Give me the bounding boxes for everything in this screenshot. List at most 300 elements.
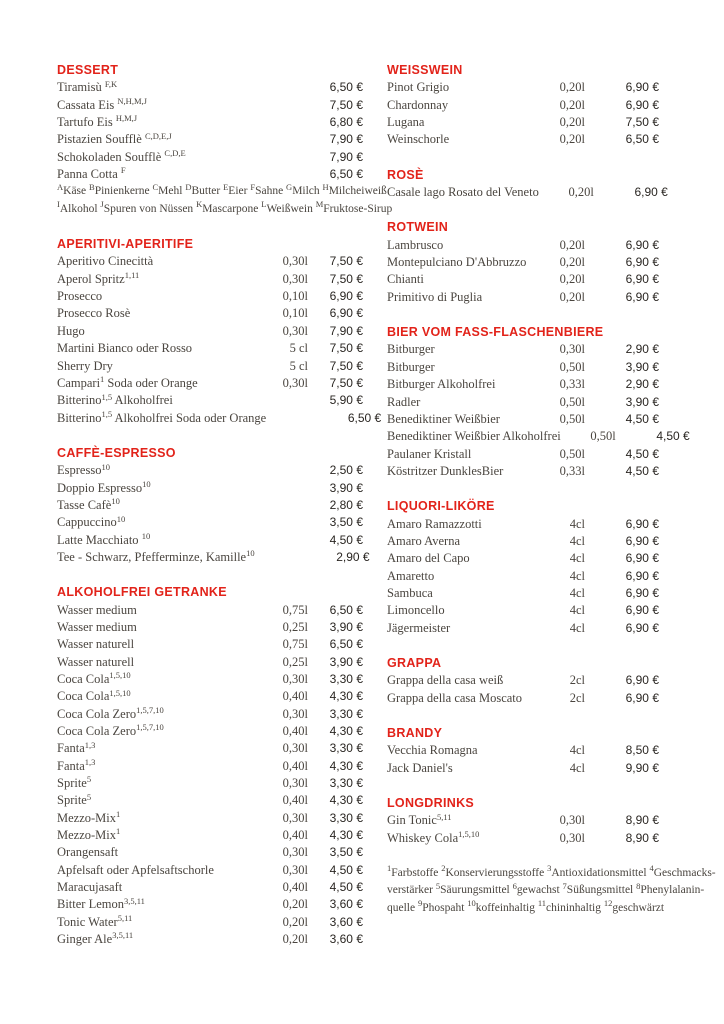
item-name: Aperol Spritz$^{1,11}$	[57, 270, 140, 286]
menu-item-row	[57, 392, 363, 409]
item-price: 8,90 €	[625, 830, 659, 845]
item-name: Amaretto	[387, 568, 435, 583]
menu-item-row	[57, 792, 363, 809]
menu-item-row	[387, 812, 659, 829]
allergen-footnote-line: $^I$Alkohol $^J$Spuren von Nüssen $^K$Mascarpone $^L$Weißwein $^M$Fruktose-Sirup	[57, 199, 393, 215]
item-name: Fanta$^{1,3}$	[57, 757, 96, 773]
menu-item-row	[57, 740, 363, 757]
item-name: Bitburger	[387, 342, 435, 357]
item-name: Lambrusco	[387, 237, 444, 252]
footnote-marker: 1,3	[84, 757, 96, 768]
menu-item-row	[57, 131, 363, 148]
item-volume: 0,50l	[559, 394, 585, 409]
item-name: Tee - Schwarz, Pfefferminze, Kamille$^{10}$	[57, 548, 255, 564]
item-price: 6,90 €	[625, 585, 659, 600]
menu-item-row	[387, 97, 659, 114]
footnote-marker: D	[185, 181, 192, 192]
menu-item-row	[387, 585, 659, 602]
footnote-marker: 1,5	[101, 408, 113, 419]
item-name: Fanta$^{1,3}$	[57, 739, 96, 756]
item-volume: 0,30l	[282, 271, 308, 286]
item-price: 6,90 €	[625, 97, 659, 112]
menu-item-row	[57, 305, 363, 322]
item-name: Wasser naturell	[57, 637, 135, 652]
item-price: 4,30 €	[329, 828, 363, 843]
item-price: 6,90 €	[625, 255, 659, 270]
item-volume: 4cl	[569, 603, 585, 618]
section-heading: WEISSWEIN	[387, 63, 463, 77]
menu-item-row	[387, 411, 659, 428]
menu-section-weisswein	[387, 62, 659, 149]
item-name: Bitterino$^{1,5}$ Alkoholfrei	[57, 391, 173, 408]
menu-item-row	[57, 548, 370, 566]
section-heading: ROSÈ	[387, 167, 424, 182]
item-volume: 4cl	[569, 743, 585, 758]
item-volume: 4cl	[569, 516, 585, 531]
footnote-marker: 1	[387, 863, 392, 874]
footnote-marker: F	[120, 165, 126, 176]
item-name: Coca Cola$^{1,5,10}$	[57, 687, 131, 704]
item-name: Coca Cola$^{1,5,10}$	[57, 670, 131, 686]
footnote-marker: 1	[116, 826, 121, 837]
item-name: Weinschorle	[387, 132, 450, 147]
item-price: 4,30 €	[329, 689, 363, 704]
item-volume: 0,30l	[282, 323, 308, 338]
item-price: 6,90 €	[625, 533, 659, 548]
item-price: 3,30 €	[329, 741, 363, 756]
footnote-marker: 10	[467, 898, 476, 909]
item-name: Amaro Ramazzotti	[387, 516, 482, 531]
menu-item-row	[57, 97, 363, 114]
menu-item-row	[387, 254, 659, 271]
item-price: 7,50 €	[329, 254, 363, 269]
menu-section-ros	[387, 167, 668, 202]
menu-item-row	[387, 602, 659, 619]
item-name: Tonic Water$^{5,11}$	[57, 913, 133, 929]
footnote-marker: 10	[246, 548, 255, 559]
menu-item-row	[387, 446, 659, 463]
menu-section-aperitivi-aperitife	[57, 236, 382, 427]
item-price: 9,90 €	[625, 760, 659, 775]
menu-item-row	[387, 830, 659, 847]
item-name: Benediktiner Weißbier Alkoholfrei	[387, 429, 561, 444]
item-volume: 0,40l	[282, 724, 308, 739]
footnote-marker: 7	[562, 880, 567, 891]
item-volume: 2cl	[569, 690, 585, 705]
item-price: 7,90 €	[329, 323, 363, 338]
menu-item-row	[57, 758, 363, 775]
item-volume: 0,50l	[590, 429, 616, 444]
item-volume: 0,30l	[559, 342, 585, 357]
menu-item-row	[387, 516, 659, 533]
item-price: 6,50 €	[329, 167, 363, 182]
item-name: Bitburger Alkoholfrei	[387, 377, 496, 392]
footnote-marker: 9	[417, 898, 423, 909]
footnote-marker: A	[57, 181, 64, 192]
item-name: Apfelsaft oder Apfelsaftschorle	[57, 862, 214, 877]
item-name: Bitter Lemon$^{3,5,11}$	[57, 895, 145, 912]
additives-footnote-line: verstärker $^5$Säurungsmittel $^6$gewachst $^7$Süßungsmittel $^8$Phenylalanin-	[387, 880, 705, 897]
menu-item-row	[57, 862, 363, 879]
item-price: 4,50 €	[329, 862, 363, 877]
footnote-marker: 5,11	[436, 811, 452, 822]
menu-section-grappa	[387, 655, 659, 707]
item-name: Sprite$^5$	[57, 774, 92, 791]
item-name: Amaro del Capo	[387, 551, 470, 566]
item-volume: 0,40l	[282, 758, 308, 773]
menu-item-row	[57, 931, 363, 948]
footnote-marker: E	[223, 181, 229, 192]
footnote-marker: 5	[86, 774, 92, 785]
item-name: Maracujasaft	[57, 880, 123, 895]
section-heading: ROTWEIN	[387, 220, 449, 235]
item-name: Paulaner Kristall	[387, 446, 472, 461]
item-name: Tiramisù $^{F,K}$	[57, 78, 118, 95]
item-name: Sherry Dry	[57, 358, 113, 373]
item-name: Pistazien Soufflè $^{C,D,E,J}$	[57, 130, 172, 147]
footnote-marker: C,D,E,J	[144, 130, 172, 141]
item-name: Wasser medium	[57, 619, 137, 634]
item-price: 3,50 €	[329, 845, 363, 860]
item-volume: 5 cl	[289, 358, 308, 373]
item-price: 6,50 €	[625, 132, 659, 147]
item-volume: 0,20l	[282, 932, 308, 947]
menu-item-row	[57, 340, 363, 357]
footnote-marker: 11	[537, 898, 547, 909]
item-price: 3,90 €	[329, 654, 363, 669]
item-name: Prosecco	[57, 289, 103, 304]
item-volume: 0,50l	[559, 359, 585, 374]
footnote-marker: 1,5,10	[109, 670, 131, 681]
menu-item-row	[57, 619, 363, 636]
footnote-marker: L	[261, 199, 267, 210]
menu-item-row	[57, 358, 363, 375]
menu-section-caff-espresso	[57, 445, 370, 566]
item-price: 6,90 €	[329, 306, 363, 321]
menu-item-row	[57, 480, 363, 497]
item-volume: 0,20l	[282, 897, 308, 912]
item-price: 3,60 €	[329, 932, 363, 947]
menu-section-rotwein	[387, 219, 659, 306]
footnote-marker: J	[100, 199, 104, 210]
menu-item-row	[387, 289, 659, 306]
item-name: Aperitivo Cinecittà	[57, 254, 154, 269]
footnote-marker: 3	[547, 863, 552, 874]
menu-item-row	[57, 879, 363, 896]
footnote-marker: 1,5	[101, 391, 113, 402]
menu-item-row	[57, 514, 363, 531]
item-name: Bitterino$^{1,5}$ Alkoholfrei Soda oder Orange	[57, 408, 267, 425]
item-name: Amaro Averna	[387, 533, 461, 548]
item-price: 7,50 €	[625, 115, 659, 130]
item-price: 4,50 €	[329, 880, 363, 895]
menu-item-row	[57, 602, 363, 619]
item-name: Limoncello	[387, 603, 445, 618]
menu-item-row	[387, 428, 690, 445]
item-volume: 0,30l	[559, 830, 585, 845]
footnote-marker: 1,5,7,10	[136, 722, 164, 733]
item-name: Pinot Grigio	[387, 80, 450, 95]
footnote-marker: F	[250, 181, 256, 192]
item-volume: 0,20l	[282, 914, 308, 929]
item-name: Orangensaft	[57, 845, 119, 860]
footnote-marker: C,D,E	[164, 148, 186, 159]
item-price: 6,50 €	[329, 602, 363, 617]
item-volume: 0,30l	[282, 810, 308, 825]
footnote-marker: 1,5,10	[458, 829, 480, 840]
item-price: 6,50 €	[329, 80, 363, 95]
menu-item-row	[57, 323, 363, 340]
item-volume: 0,30l	[282, 672, 308, 686]
item-name: Campari$^1$ Soda oder Orange	[57, 374, 198, 390]
item-price: 6,90 €	[625, 673, 659, 688]
menu-item-row	[57, 706, 363, 723]
item-name: Wasser medium	[57, 602, 137, 617]
footnote-marker: H,M,J	[115, 113, 138, 124]
item-name: Jägermeister	[387, 620, 451, 635]
section-heading: BIER VOM FASS-FLASCHENBIERE	[387, 325, 604, 340]
menu-item-row	[387, 114, 659, 131]
menu-item-row	[387, 237, 659, 254]
item-name: Martini Bianco oder Rosso	[57, 341, 193, 356]
section-heading: LONGDRINKS	[387, 796, 475, 811]
item-name: Grappa della casa weiß	[387, 673, 504, 688]
menu-item-row	[57, 271, 363, 288]
item-volume: 0,30l	[282, 741, 308, 756]
item-price: 4,50 €	[656, 429, 690, 444]
footnote-marker: 4	[649, 863, 654, 874]
item-name: Chianti	[387, 272, 424, 287]
item-name: Cassata Eis $^{N,H,M,J}$	[57, 96, 147, 112]
item-name: Mezzo-Mix$^1$	[57, 826, 121, 843]
footnote-marker: K	[196, 199, 203, 210]
item-price: 6,90 €	[625, 289, 659, 304]
item-volume: 2cl	[569, 673, 585, 688]
item-volume: 0,20l	[559, 115, 585, 130]
item-volume: 5 cl	[289, 341, 308, 356]
item-volume: 0,30l	[282, 845, 308, 860]
item-price: 2,90 €	[336, 549, 370, 564]
section-heading: GRAPPA	[387, 655, 442, 670]
item-volume: 0,40l	[282, 828, 308, 843]
footnote-marker: F,K	[104, 78, 118, 89]
item-volume: 0,33l	[559, 377, 585, 392]
item-price: 3,30 €	[329, 776, 363, 791]
item-name: Tartufo Eis $^{H,M,J}$	[57, 113, 138, 130]
item-price: 2,80 €	[329, 497, 363, 512]
item-volume: 0,10l	[282, 289, 308, 304]
item-price: 6,90 €	[625, 272, 659, 287]
menu-item-row	[57, 253, 363, 270]
item-volume: 0,33l	[559, 463, 585, 478]
menu-item-row	[387, 79, 659, 96]
item-price: 3,50 €	[329, 515, 363, 530]
item-name: Schokoladen Soufflè $^{C,D,E}$	[57, 148, 186, 164]
additives-footnote-block	[387, 863, 716, 917]
item-volume: 4cl	[569, 620, 585, 635]
section-heading: CAFFÈ-ESPRESSO	[57, 445, 176, 460]
item-price: 3,90 €	[329, 619, 363, 634]
item-price: 4,50 €	[329, 532, 363, 547]
item-name: Primitivo di Puglia	[387, 289, 483, 304]
footnote-marker: 12	[603, 898, 613, 909]
menu-item-row	[387, 341, 659, 358]
footnote-marker: M	[315, 199, 324, 210]
footnote-marker: 10	[101, 461, 110, 472]
menu-item-row	[387, 620, 659, 637]
item-price: 4,50 €	[625, 446, 659, 461]
footnote-marker: 3,5,11	[112, 930, 134, 941]
item-volume: 0,25l	[282, 619, 308, 634]
item-volume: 0,20l	[568, 185, 594, 200]
item-price: 3,90 €	[625, 394, 659, 409]
menu-item-row	[387, 376, 659, 393]
item-volume: 0,20l	[559, 237, 585, 252]
item-price: 3,90 €	[329, 480, 363, 495]
item-price: 6,90 €	[625, 568, 659, 583]
item-name: Grappa della casa Moscato	[387, 690, 523, 705]
menu-item-row	[57, 375, 363, 392]
menu-item-row	[57, 79, 363, 96]
item-name: Panna Cotta $^F$	[57, 165, 126, 182]
item-volume: 0,30l	[282, 375, 308, 390]
allergen-footnote-line: $^A$Käse $^B$Pinienkerne $^C$Mehl $^D$Butter $^E$Eier $^F$Sahne $^G$Milch $^H$Milcheiweiß	[57, 181, 387, 198]
item-volume: 0,50l	[559, 446, 585, 461]
item-volume: 4cl	[569, 568, 585, 583]
item-price: 4,30 €	[329, 758, 363, 773]
menu-item-row	[57, 723, 363, 740]
footnote-marker: 6	[512, 880, 517, 891]
item-price: 8,50 €	[625, 743, 659, 758]
item-price: 7,90 €	[329, 132, 363, 147]
menu-item-row	[57, 844, 363, 861]
section-heading: BRANDY	[387, 726, 443, 740]
section-heading: ALKOHOLFREI GETRANKE	[57, 585, 227, 600]
menu-section-dessert	[57, 62, 393, 218]
menu-item-row	[57, 671, 363, 688]
item-volume: 0,40l	[282, 793, 308, 808]
item-price: 8,90 €	[625, 813, 659, 828]
item-price: 4,30 €	[329, 724, 363, 739]
menu-item-row	[387, 672, 659, 689]
item-name: Benediktiner Weißbier	[387, 411, 500, 426]
item-name: Whiskey Cola$^{1,5,10}$	[387, 829, 480, 845]
footnote-marker: C	[152, 181, 159, 192]
item-price: 3,30 €	[329, 810, 363, 825]
item-price: 2,50 €	[329, 463, 363, 478]
item-volume: 4cl	[569, 551, 585, 566]
item-name: Prosecco Rosè	[57, 306, 131, 321]
item-volume: 0,30l	[282, 706, 308, 721]
menu-item-row	[57, 827, 363, 844]
item-name: Bitburger	[387, 359, 435, 374]
item-price: 7,50 €	[329, 97, 363, 112]
footnote-marker: G	[286, 181, 293, 192]
menu-item-row	[57, 654, 363, 671]
footnote-marker: 1	[116, 809, 121, 820]
item-volume: 0,20l	[559, 255, 585, 270]
item-volume: 0,20l	[559, 80, 585, 95]
item-name: Ginger Ale$^{3,5,11}$	[57, 930, 134, 947]
footnote-marker: N,H,M,J	[117, 96, 147, 107]
footnote-marker: 1,3	[84, 739, 96, 750]
item-price: 3,30 €	[329, 706, 363, 721]
section-heading: DESSERT	[57, 63, 119, 77]
footnote-marker: 1,11	[124, 270, 140, 281]
item-price: 3,90 €	[625, 359, 659, 374]
item-price: 2,90 €	[625, 377, 659, 392]
menu-section-liquori-lik-re	[387, 498, 659, 637]
item-volume: 4cl	[569, 533, 585, 548]
item-volume: 4cl	[569, 760, 585, 775]
item-volume: 0,75l	[282, 602, 308, 617]
menu-item-row	[387, 184, 668, 201]
item-price: 6,90 €	[625, 603, 659, 618]
menu-column-left	[57, 62, 393, 967]
additives-footnote-line: $^1$Farbstoffe $^2$Konservierungsstoffe $^3$Antioxidationsmittel $^4$Geschmacks-	[387, 863, 716, 880]
footnote-marker: 1	[100, 374, 105, 385]
section-heading: APERITIVI-APERITIFE	[57, 237, 194, 252]
footnote-marker: H	[322, 181, 329, 192]
menu-section-longdrinks	[387, 795, 659, 847]
item-price: 6,90 €	[625, 620, 659, 635]
item-name: Mezzo-Mix$^1$	[57, 809, 121, 825]
item-volume: 0,30l	[282, 776, 308, 791]
menu-item-row	[57, 462, 363, 479]
item-name: Hugo	[57, 323, 85, 338]
item-volume: 0,75l	[282, 637, 308, 652]
footnote-marker: 5	[86, 791, 92, 802]
menu-item-row	[387, 394, 659, 411]
item-name: Lugana	[387, 115, 425, 130]
item-volume: 0,30l	[282, 862, 308, 877]
item-name: Tasse Cafè$^{10}$	[57, 496, 120, 512]
section-heading: LIQUORI-LIKÖRE	[387, 499, 495, 514]
menu-item-row	[57, 497, 363, 514]
menu-section-brandy	[387, 725, 659, 777]
menu-item-row	[387, 550, 659, 567]
item-price: 6,90 €	[625, 80, 659, 95]
item-volume: 0,20l	[559, 272, 585, 287]
menu-item-row	[387, 533, 659, 550]
menu-section-bier-vom-fass-flaschenbiere	[387, 324, 690, 480]
item-volume: 0,10l	[282, 306, 308, 321]
item-volume: 0,30l	[559, 813, 585, 828]
item-price: 6,90 €	[634, 185, 668, 200]
item-price: 6,90 €	[625, 690, 659, 705]
menu-item-row	[57, 636, 363, 653]
item-name: Vecchia Romagna	[387, 743, 478, 758]
item-price: 7,50 €	[329, 271, 363, 286]
menu-item-row	[57, 896, 363, 913]
footnote-marker: 10	[116, 513, 126, 524]
item-volume: 4cl	[569, 585, 585, 600]
item-price: 6,90 €	[329, 289, 363, 304]
menu-column-right	[387, 62, 716, 917]
item-price: 5,90 €	[329, 393, 363, 408]
item-name: Sambuca	[387, 585, 433, 600]
footnote-marker: 10	[111, 496, 120, 507]
item-name: Espresso$^{10}$	[57, 461, 110, 478]
footnote-marker: 2	[441, 863, 446, 874]
item-name: Chardonnay	[387, 97, 449, 112]
item-name: Cappuccino$^{10}$	[57, 513, 126, 530]
menu-item-row	[387, 568, 659, 585]
menu-item-row	[57, 166, 363, 183]
footnote-marker: 5,11	[117, 913, 133, 924]
menu-item-row	[57, 532, 363, 549]
item-name: Gin Tonic$^{5,11}$	[387, 811, 452, 828]
